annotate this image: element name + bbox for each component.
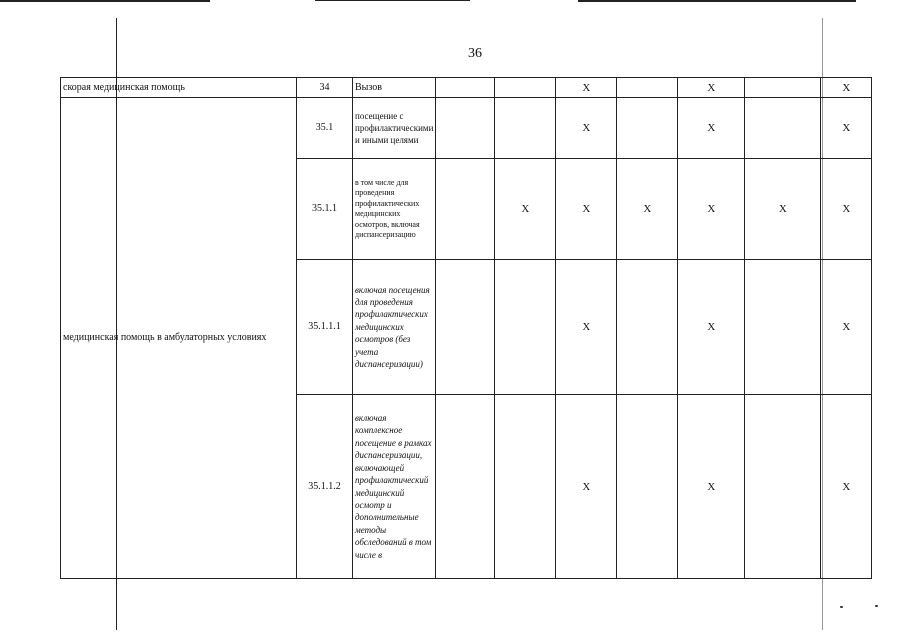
mark-cell: X <box>821 98 872 159</box>
mark-cell: X <box>745 159 821 260</box>
mark-cell <box>436 78 495 98</box>
code-cell: 35.1.1.2 <box>297 395 353 579</box>
mark-cell: X <box>821 159 872 260</box>
group-category-cell: медицинская помощь в амбулаторных условиях <box>61 98 297 579</box>
mark-cell: X <box>556 260 617 395</box>
mark-cell: X <box>678 98 745 159</box>
code-cell: 34 <box>297 78 353 98</box>
mark-cell: X <box>556 395 617 579</box>
mark-cell: X <box>678 78 745 98</box>
table-row <box>61 78 872 98</box>
mark-cell <box>617 98 678 159</box>
unit-cell: включая комплексное посещение в рамках диспансеризации, включающей профилактический медицинский осмотр и дополнительные методы обследований в том числе в <box>353 395 436 579</box>
mark-cell <box>436 98 495 159</box>
mark-cell <box>617 78 678 98</box>
mark-cell: X <box>556 78 617 98</box>
data-table <box>60 77 872 579</box>
table-row <box>61 98 872 159</box>
mark-cell: X <box>821 395 872 579</box>
mark-cell: X <box>617 159 678 260</box>
mark-cell <box>495 98 556 159</box>
mark-cell <box>617 260 678 395</box>
mark-cell <box>745 78 821 98</box>
unit-cell: включая посещения для проведения профилактических медицинских осмотров (без учета диспансеризации) <box>353 260 436 395</box>
unit-cell: в том числе для проведения профилактических медицинских осмотров, включая диспансеризацию <box>353 159 436 260</box>
mark-cell <box>436 260 495 395</box>
mark-cell: X <box>678 159 745 260</box>
mark-cell <box>436 159 495 260</box>
mark-cell: X <box>678 260 745 395</box>
mark-cell <box>617 395 678 579</box>
scan-artifact-top-left <box>0 0 210 2</box>
mark-cell <box>495 395 556 579</box>
mark-cell <box>495 260 556 395</box>
page-number: 36 <box>468 46 482 61</box>
mark-cell <box>745 98 821 159</box>
unit-cell: Вызов <box>353 78 436 98</box>
scan-speck <box>875 605 878 607</box>
category-cell: скорая медицинская помощь <box>61 78 297 98</box>
mark-cell: X <box>556 98 617 159</box>
mark-cell <box>436 395 495 579</box>
code-cell: 35.1.1 <box>297 159 353 260</box>
unit-cell: посещение с профилактическими и иными целями <box>353 98 436 159</box>
mark-cell <box>745 395 821 579</box>
mark-cell <box>745 260 821 395</box>
mark-cell: X <box>678 395 745 579</box>
mark-cell: X <box>821 78 872 98</box>
mark-cell: X <box>495 159 556 260</box>
code-cell: 35.1 <box>297 98 353 159</box>
code-cell: 35.1.1.1 <box>297 260 353 395</box>
scan-artifact-top-right <box>578 0 856 2</box>
mark-cell: X <box>821 260 872 395</box>
mark-cell <box>495 78 556 98</box>
scan-artifact-top-mid <box>315 0 470 1</box>
mark-cell: X <box>556 159 617 260</box>
scan-speck <box>840 606 843 608</box>
